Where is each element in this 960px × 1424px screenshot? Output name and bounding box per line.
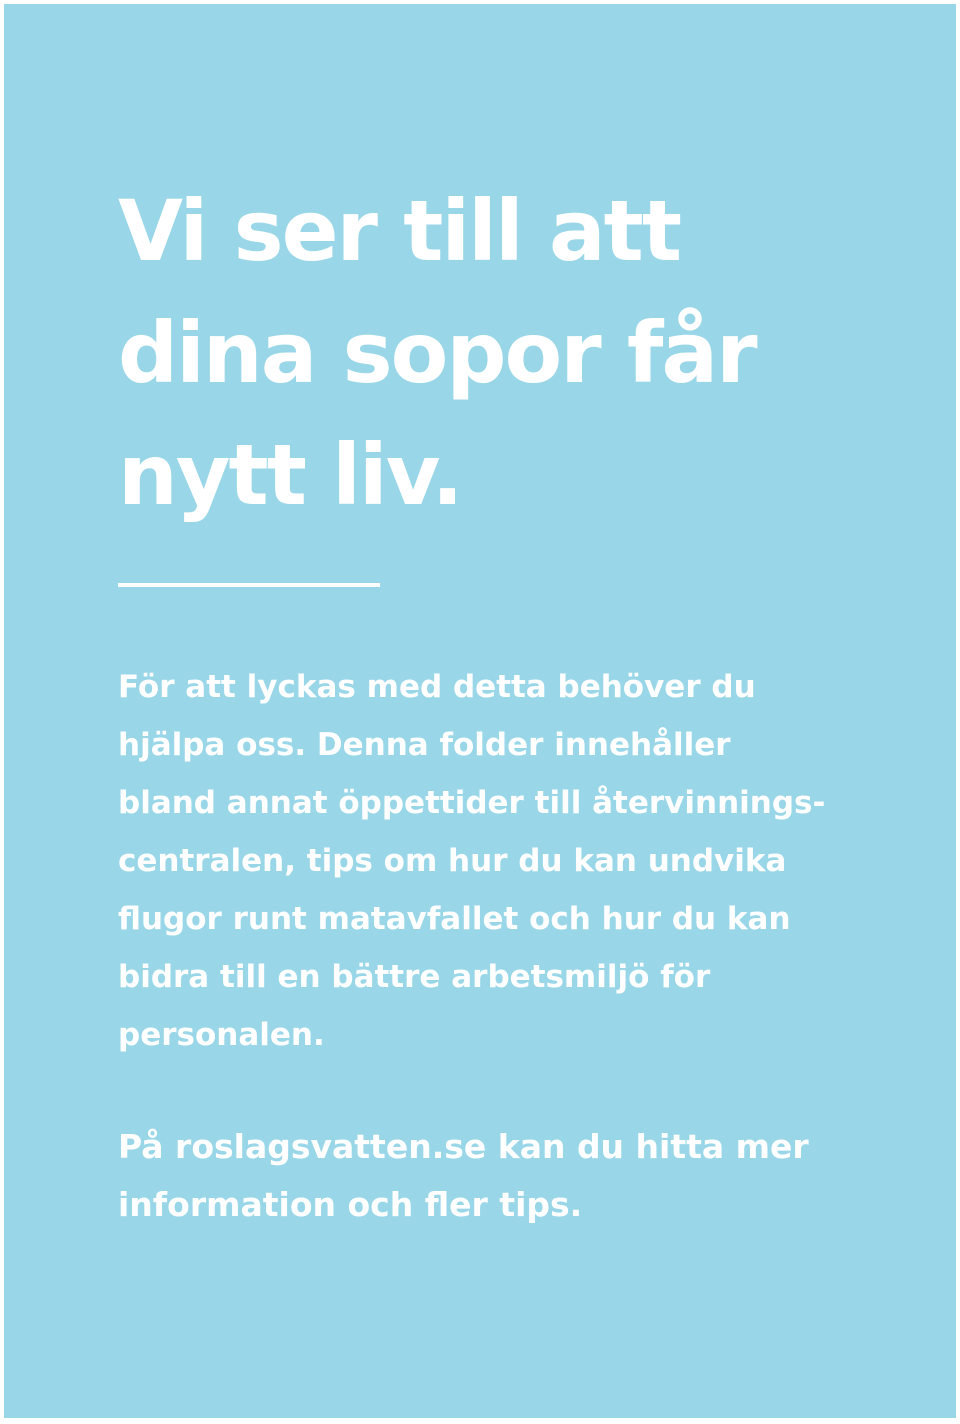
intro-line: För att lyckas med detta behöver du xyxy=(118,669,756,705)
outro-line: information och fler tips. xyxy=(118,1185,583,1224)
headline-line: nytt liv. xyxy=(118,426,462,524)
intro-line: personalen. xyxy=(118,1017,325,1053)
headline-line: dina sopor får xyxy=(118,304,756,402)
intro-paragraph xyxy=(118,658,938,1064)
intro-line: flugor runt matavfallet och hur du kan xyxy=(118,901,791,937)
intro-line: bland annat öppettider till återvinnings- xyxy=(118,785,826,821)
divider-rule xyxy=(118,583,380,587)
headline xyxy=(118,170,756,536)
intro-line: bidra till en bättre arbetsmiljö för xyxy=(118,959,711,995)
intro-line: hjälpa oss. Denna folder innehåller xyxy=(118,727,731,763)
intro-line: centralen, tips om hur du kan undvika xyxy=(118,843,787,879)
headline-line: Vi ser till att xyxy=(118,182,680,280)
outro-line: På roslagsvatten.se kan du hitta mer xyxy=(118,1127,809,1166)
folder-page xyxy=(4,4,956,1418)
outro-paragraph xyxy=(118,1118,938,1234)
